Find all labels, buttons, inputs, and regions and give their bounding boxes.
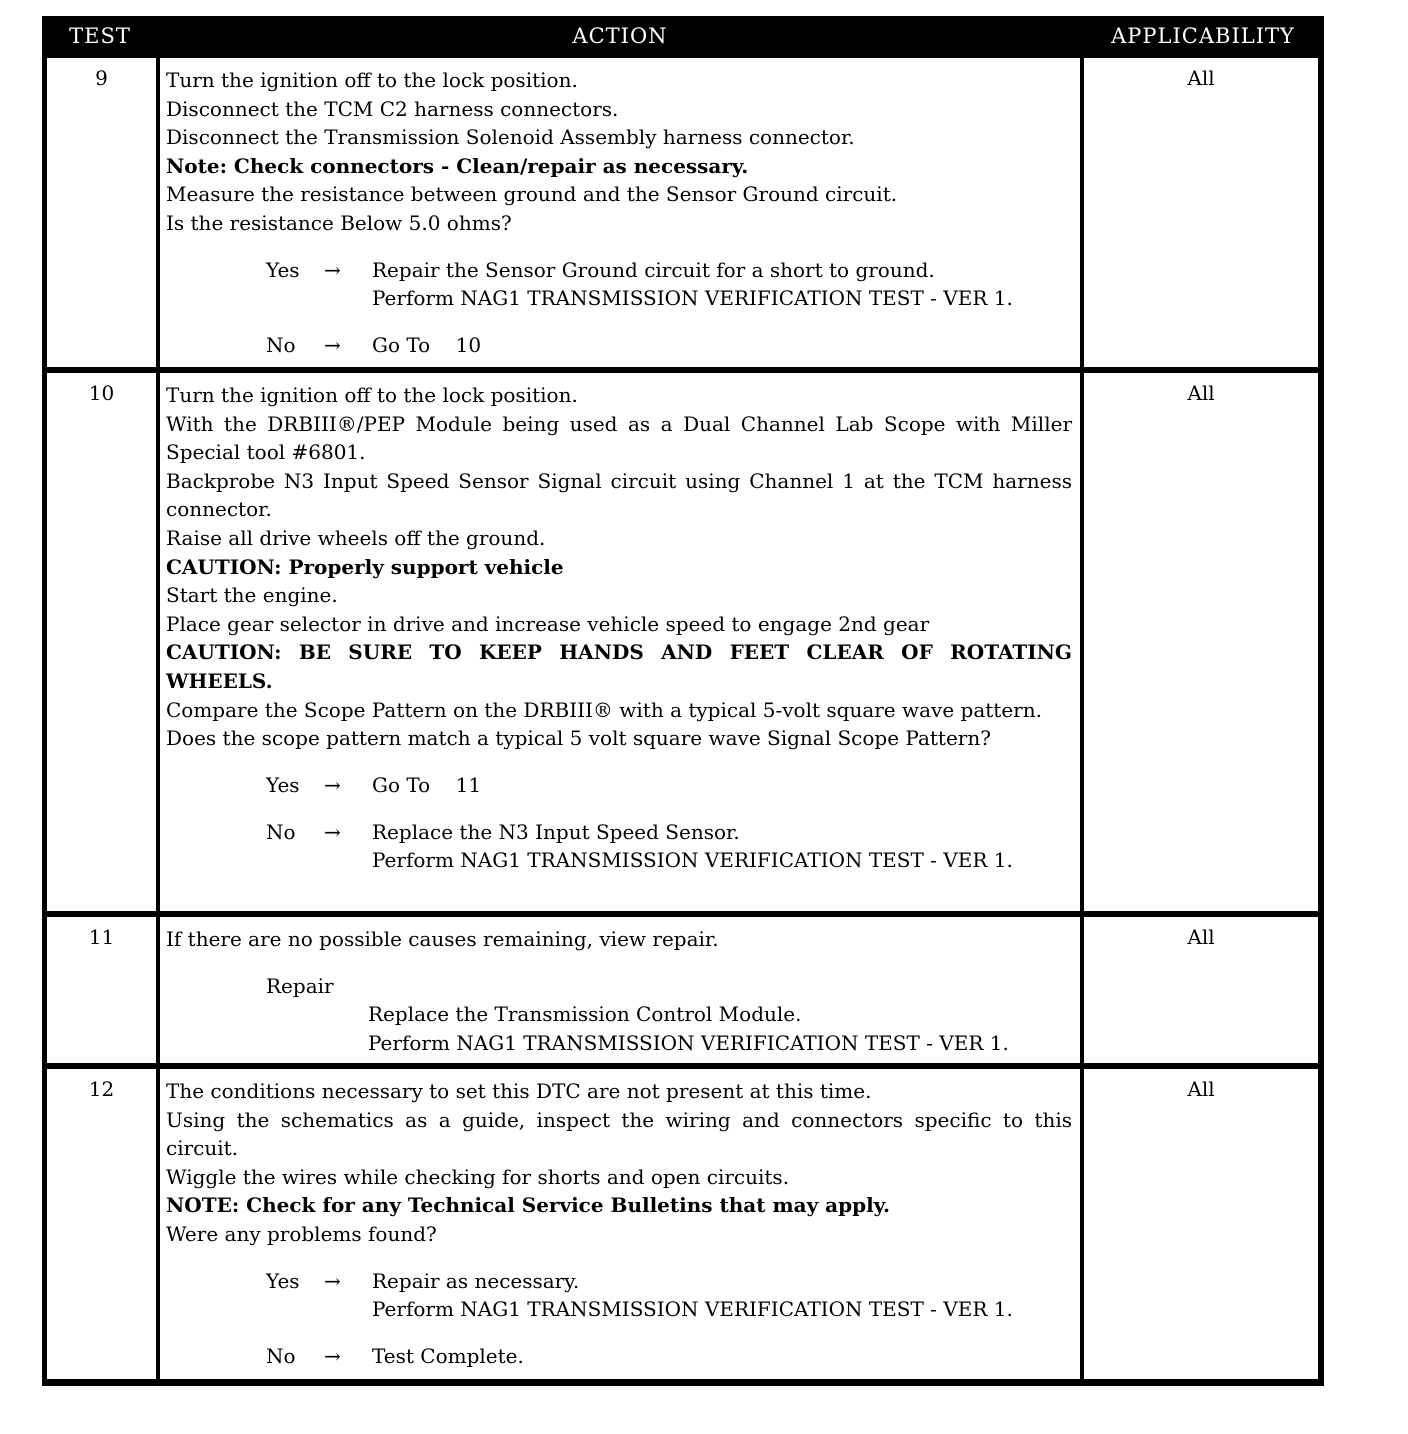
yes-text: Repair the Sensor Ground circuit for a short to ground. [372,257,935,282]
action-line: Wiggle the wires while checking for shorts and open circuits. [166,1164,790,1189]
arrow-icon: → [324,1343,341,1368]
applicability-cell-12 [1084,1069,1318,1379]
yes-label: Yes [266,257,300,282]
yes-response [166,256,1072,313]
arrow-icon: → [324,819,341,844]
action-line: Disconnect the Transmission Solenoid Assembly harness connector. [166,125,855,150]
test-number [47,58,156,367]
action-line: Measure the resistance between ground and the Sensor Ground circuit. [166,182,898,207]
applicability-value: All [1187,925,1215,949]
no-text: Test Complete. [372,1343,524,1368]
test-number [47,373,156,911]
action-line: Backprobe N3 Input Speed Sensor Signal circuit using Channel 1 at the TCM harness connector. [166,468,1072,522]
test-number-12: 12 [88,1077,115,1101]
applicability-value: All [1187,1077,1215,1101]
header-test: TEST [69,24,131,48]
action-caution: CAUTION: BE SURE TO KEEP HANDS AND FEET CLEAR OF ROTATING WHEELS. [166,640,1072,693]
applicability-cell-11 [1084,917,1318,1063]
header-action: ACTION [572,24,668,48]
action-line: Compare the Scope Pattern on the DRBIII® with a typical 5-volt square wave pattern. [166,697,1042,722]
repair-text: Replace the Transmission Control Module. [368,1002,802,1027]
action-line: If there are no possible causes remaining, view repair. [166,927,719,951]
no-text: Go To 10 [372,332,482,357]
applicability-cell-9 [1084,58,1318,367]
test-number-11: 11 [88,925,115,949]
diagnostic-table [42,16,1324,1386]
yes-text: Perform NAG1 TRANSMISSION VERIFICATION TEST - VER 1. [372,286,1013,311]
arrow-icon: → [324,332,341,357]
test-number-9: 9 [95,66,108,90]
action-cell-10 [160,373,1080,911]
yes-text: Perform NAG1 TRANSMISSION VERIFICATION TEST - VER 1. [372,1297,1013,1322]
action-question: Does the scope pattern match a typical 5 volt square wave Signal Scope Pattern? [166,726,991,751]
applicability-cell-10 [1084,373,1318,911]
repair-label: Repair [266,973,334,998]
applicability-value: All [1187,66,1215,90]
action-caution: CAUTION: Properly support vehicle [166,554,564,579]
applicability-value: All [1187,381,1215,405]
yes-response [166,1267,1072,1324]
action-line: Raise all drive wheels off the ground. [166,525,546,550]
no-response [166,818,1072,875]
no-response [166,1342,1072,1371]
test-number [47,1069,156,1379]
no-label: No [266,1343,296,1368]
action-line: Turn the ignition off to the lock position. [166,383,578,407]
action-line: Start the engine. [166,583,338,608]
yes-label: Yes [266,772,300,797]
arrow-icon: → [324,257,341,282]
action-note: Note: Check connectors - Clean/repair as necessary. [166,153,749,178]
yes-text: Repair as necessary. [372,1268,580,1293]
action-question: Were any problems found? [166,1221,437,1246]
no-label: No [266,332,296,357]
no-text: Replace the N3 Input Speed Sensor. [372,819,740,844]
action-line: Using the schematics as a guide, inspect the wiring and connectors specific to this circuit. [166,1107,1072,1161]
header-applicability: APPLICABILITY [1111,24,1295,48]
action-line: Disconnect the TCM C2 harness connectors. [166,96,619,121]
action-note: NOTE: Check for any Technical Service Bulletins that may apply. [166,1193,890,1218]
action-line: Place gear selector in drive and increase vehicle speed to engage 2nd gear [166,611,930,636]
repair-text: Perform NAG1 TRANSMISSION VERIFICATION TEST - VER 1. [368,1030,1009,1055]
test-number-10: 10 [88,381,115,405]
yes-text: Go To 11 [372,772,482,797]
action-line: Turn the ignition off to the lock position. [166,68,578,92]
arrow-icon: → [324,772,341,797]
no-label: No [266,819,296,844]
action-cell-12 [160,1069,1080,1379]
action-cell-11 [160,917,1080,1063]
yes-label: Yes [266,1268,300,1293]
no-text: Perform NAG1 TRANSMISSION VERIFICATION TEST - VER 1. [372,848,1013,873]
test-number [47,917,156,1063]
action-question: Is the resistance Below 5.0 ohms? [166,210,512,235]
action-line: With the DRBIII®/PEP Module being used as a Dual Channel Lab Scope with Miller Special tool #6801. [166,411,1072,465]
action-line: The conditions necessary to set this DTC are not present at this time. [166,1079,872,1103]
yes-response [166,771,1072,800]
arrow-icon: → [324,1268,341,1293]
no-response [166,331,1072,360]
action-cell-9 [160,58,1080,367]
